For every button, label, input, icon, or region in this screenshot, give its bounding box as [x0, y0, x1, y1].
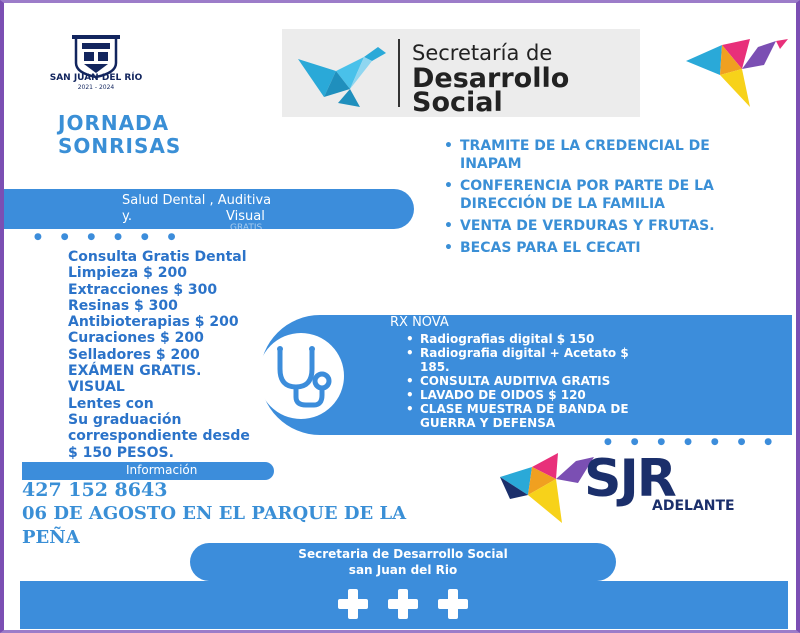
phone-number: 427 152 8643 — [22, 479, 168, 501]
sjr-logo-sub: ADELANTE — [652, 498, 735, 514]
rx-title: RX NOVA — [390, 315, 449, 330]
service-item: Antibioterapias $ 200 — [68, 314, 239, 331]
colorful-bird-icon — [680, 35, 790, 111]
rx-item: • CLASE MUESTRA DE BANDA DE — [404, 402, 629, 416]
rx-list — [404, 332, 629, 430]
service-item: Su graduación — [68, 411, 182, 428]
service-item: Resinas $ 300 — [68, 297, 178, 314]
rx-item-continued: GUERRA Y DEFENSA — [420, 416, 556, 430]
dental-banner — [4, 189, 414, 233]
service-item: Lentes con — [68, 395, 154, 412]
seal-caption: SAN JUAN DEL RÍO — [49, 73, 143, 83]
footer-banner — [190, 543, 616, 581]
event-title-line2: SONRISAS — [58, 134, 182, 158]
origami-bird-icon — [294, 37, 390, 111]
event-date-line1: 06 DE AGOSTO EN EL PARQUE DE LA — [22, 503, 407, 524]
activity-item: • BECAS PARA EL CECATI — [440, 239, 740, 257]
dental-banner-line4: GRATIS — [230, 223, 263, 233]
sds-line3: Social — [412, 87, 503, 118]
event-title-line1: JORNADA — [58, 111, 170, 135]
seal-years: 2021 - 2024 — [77, 84, 115, 91]
activity-item: • VENTA DE VERDURAS Y FRUTAS. — [440, 217, 740, 235]
footer-line1: Secretaria de Desarrollo Social — [298, 547, 508, 561]
sjr-logo-text: SJR — [584, 449, 675, 509]
dental-banner-line1: Salud Dental , Auditiva — [122, 193, 272, 208]
sds-divider — [398, 39, 400, 107]
footer-line2: san Juan del Rio — [348, 563, 458, 577]
activity-item: • CONFERENCIA POR PARTE DE LA DIRECCIÓN DE LA FAMILIA — [440, 177, 740, 213]
service-item: Consulta Gratis Dental — [68, 249, 247, 265]
service-item: Curaciones $ 200 — [68, 330, 204, 347]
sds-logo — [282, 29, 640, 117]
dental-banner-line3: Visual — [226, 209, 265, 224]
service-item: $ 150 PESOS. — [68, 444, 174, 461]
stethoscope-icon — [266, 343, 338, 411]
rx-item: • Radiografias digital $ 150 — [404, 332, 629, 346]
event-date-line2: PEÑA — [22, 527, 80, 548]
plus-icon — [438, 589, 468, 619]
info-label: Información — [126, 463, 198, 477]
service-item: Extracciones $ 300 — [68, 281, 218, 298]
service-item: Selladores $ 200 — [68, 346, 200, 363]
plus-icon — [338, 589, 368, 619]
decorative-dots: ● ● ● ● ● ● ● — [604, 437, 781, 447]
dental-banner-line2: y. — [122, 209, 132, 224]
rx-item: • LAVADO DE OIDOS $ 120 — [404, 388, 629, 402]
plus-icon — [388, 589, 418, 619]
service-item: VISUAL — [68, 379, 125, 396]
sds-line2: Desarrollo — [412, 63, 570, 94]
rx-item: • CONSULTA AUDITIVA GRATIS — [404, 374, 629, 388]
rx-item: • Radiografia digital + Acetato $ — [404, 346, 629, 360]
service-item: Limpieza $ 200 — [68, 265, 187, 282]
activity-item: • TRAMITE DE LA CREDENCIAL DE INAPAM — [440, 137, 740, 173]
service-item: EXÁMEN GRATIS. — [68, 363, 202, 380]
info-banner — [22, 462, 274, 480]
sds-line1: Secretaría de — [412, 41, 553, 65]
decorative-dots: ● ● ● ● ● ● — [34, 232, 184, 242]
services-list — [68, 249, 250, 461]
activities-list — [440, 137, 740, 261]
service-item: correspondiente desde — [68, 428, 250, 445]
rx-item-continued: 185. — [420, 360, 450, 374]
